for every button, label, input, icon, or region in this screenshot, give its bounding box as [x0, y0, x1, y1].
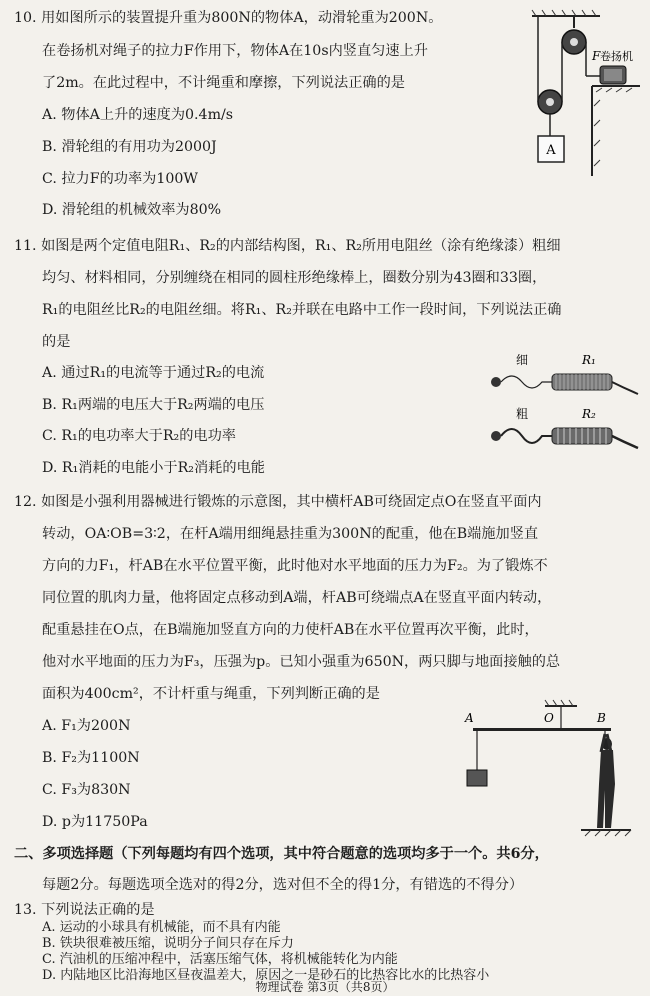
q10-option-b: B. 滑轮组的有用功为2000J [42, 139, 217, 155]
q11-option-c: C. R₁的电功率大于R₂的电功率 [42, 428, 236, 444]
q12-stem-line-1: 12. 如图是小强利用器械进行锻炼的示意图，其中横杆AB可绕固定点O在竖直平面内 [14, 494, 542, 510]
q12-stem-line-4: 同位置的肌肉力量，他将固定点移动到A端，杆AB可绕端点A在竖直平面内转动， [42, 590, 552, 606]
q12-stem-line-5: 配重悬挂在O点，在B端施加竖直方向的力使杆AB在水平位置再次平衡，此时， [42, 622, 539, 638]
q12-stem-line-6: 他对水平地面的压力为F₃，压强为p。已知小强重为650N，两只脚与地面接触的总 [42, 654, 561, 670]
q12-option-d: D. p为11750Pa [42, 814, 148, 830]
section-2-heading-line-2: 每题2分。每题选项全选对的得2分，选对但不全的得1分，有错选的不得分） [42, 877, 524, 893]
q11-stem-line-3: R₁的电阻丝比R₂的电阻丝细。将R₁、R₂并联在电路中工作一段时间，下列说法正确 [42, 302, 562, 318]
q12-option-a: A. F₁为200N [42, 718, 131, 734]
q12-option-b: B. F₂为1100N [42, 750, 140, 766]
thin-wire-label: 细 [516, 353, 529, 367]
b-point-label: B [597, 711, 606, 725]
thick-wire-label: 粗 [516, 407, 529, 421]
q13-stem: 13. 下列说法正确的是 [14, 902, 155, 918]
q10-option-d: D. 滑轮组的机械效率为80% [42, 202, 222, 218]
q11-stem-line-4: 的是 [42, 334, 71, 350]
q10-stem-line-2: 在卷扬机对绳子的拉力F作用下，物体A在10s内竖直匀速上升 [42, 43, 428, 59]
q12-stem-line-2: 转动，OA∶OB=3∶2，在杆A端用细绳悬挂重为300N的配重，他在B端施加竖直 [42, 526, 539, 542]
q10-option-c: C. 拉力F的功率为100W [42, 171, 199, 187]
resistor-structure-figure [482, 350, 642, 460]
q11-option-a: A. 通过R₁的电流等于通过R₂的电流 [42, 365, 265, 381]
r2-label: R₂ [582, 407, 596, 421]
q11-stem-line-1: 11. 如图是两个定值电阻R₁、R₂的内部结构图，R₁、R₂所用电阻丝（涂有绝缘漆）粗细 [14, 238, 561, 254]
q10-stem-line-1: 10. 用如图所示的装置提升重为800N的物体A，动滑轮重为200N。 [14, 10, 443, 26]
pulley-system-figure [500, 6, 640, 176]
q13-option-c: C. 汽油机的压缩冲程中，活塞压缩气体，将机械能转化为内能 [42, 952, 398, 967]
section-2-heading-line-1: 二、多项选择题（下列每题均有四个选项，其中符合题意的选项均多于一个。共6分， [14, 846, 549, 862]
q10-option-a: A. 物体A上升的速度为0.4m/s [42, 107, 234, 123]
q13-option-d: D. 内陆地区比沿海地区昼夜温差大，原因之一是砂石的比热容比水的比热容小 [42, 968, 490, 983]
q12-stem-line-7: 面积为400cm²，不计杆重与绳重，下列判断正确的是 [42, 686, 380, 702]
q12-stem-line-3: 方向的力F₁，杆AB在水平位置平衡，此时他对水平地面的压力为F₂。为了锻炼不 [42, 558, 548, 574]
lever-exercise-figure [455, 698, 645, 838]
winch-label: 卷扬机 [600, 50, 633, 63]
force-f-label: F [592, 49, 601, 63]
q13-option-a: A. 运动的小球具有机械能，而不具有内能 [42, 920, 281, 935]
page-footer: 物理试卷 第3页（共8页） [255, 980, 395, 994]
q11-option-b: B. R₁两端的电压大于R₂两端的电压 [42, 397, 265, 413]
a-point-label: A [465, 711, 474, 725]
object-a-label: A [546, 143, 556, 158]
q11-stem-line-2: 均匀、材料相同，分别缠绕在相同的圆柱形绝缘棒上，圈数分别为43圈和33圈， [42, 270, 547, 286]
r1-label: R₁ [582, 353, 596, 367]
q12-option-c: C. F₃为830N [42, 782, 131, 798]
o-point-label: O [544, 711, 554, 725]
q13-option-b: B. 铁块很难被压缩，说明分子间只存在斥力 [42, 936, 294, 951]
q10-stem-line-3: 了2m。在此过程中，不计绳重和摩擦，下列说法正确的是 [42, 75, 405, 91]
q11-option-d: D. R₁消耗的电能小于R₂消耗的电能 [42, 460, 265, 476]
